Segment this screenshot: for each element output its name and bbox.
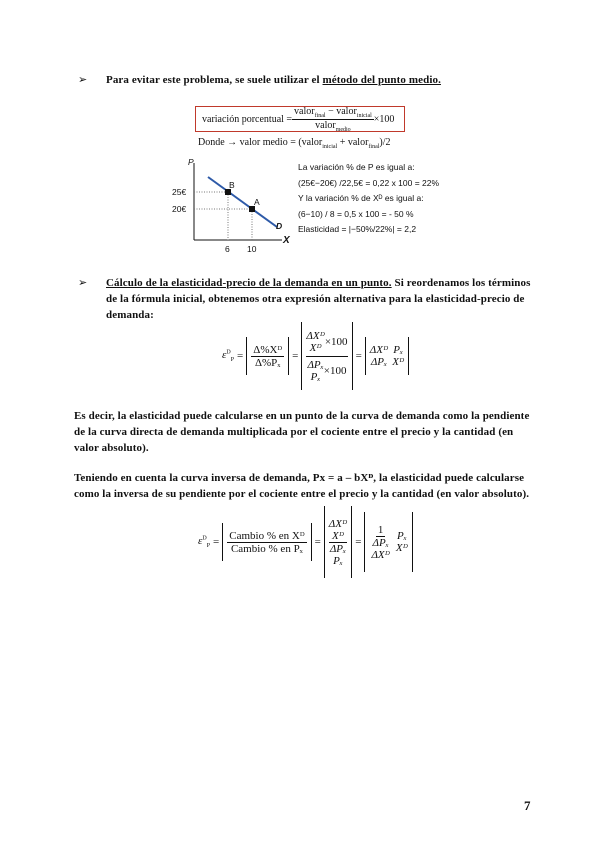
price-20-label: 20€ [172, 204, 187, 214]
midpoint-definition: Donde → valor medio = (valor$_{inicial}$ + valor$_{final}$)/2 [198, 137, 391, 150]
demand-graph [170, 155, 295, 258]
paragraph-1-line: Es decir, la elasticidad puede calcularse en un punto de la curva de demanda como la pendiente [74, 410, 530, 422]
bullet-1: Para evitar este problema, se suele utilizar el método del punto medio. [106, 74, 441, 86]
curve-d-label: D [276, 221, 283, 231]
midpoint-figure [170, 100, 440, 258]
bullet-2-line: demanda: [106, 309, 154, 321]
page-number: 7 [524, 798, 531, 813]
point-a-label: A [254, 197, 260, 207]
bullet-arrow-icon: ➢ [78, 74, 88, 86]
note: (6−10) / 8 = 0,5 x 100 = - 50 % [298, 208, 414, 219]
point-b-label: B [229, 180, 235, 190]
paragraph-2-line: Teniendo en cuenta la curva inversa de demanda, Px = a – bXᴰ, la elasticidad puede calcularse [74, 472, 525, 484]
demand-curve [208, 177, 277, 227]
note: (25€−20€) /22,5€ = 0,22 x 100 = 22% [298, 177, 440, 188]
qty-6-label: 6 [225, 244, 230, 254]
qty-10-label: 10 [247, 244, 257, 254]
note: Elasticidad = |−50%/22%| = 2,2 [298, 224, 417, 234]
bullet-2-line: de la fórmula inicial, obtenemos otra expresión alternativa para la elasticidad-precio de [106, 293, 525, 305]
paragraph-1-line: de la curva directa de demanda multiplicada por el cociente entre el precio y la cantidad (en [74, 426, 514, 438]
inverse-demand-elasticity-formula: $\varepsilon^D_P$ = $\frac{\text{Cambio \% en Xᴰ}}{\text{Cambio \% en Pₓ}}$ = ΔXᴰ Xᴰ ΔPₓ Pₓ = 1 ΔPₓ ΔXᴰ Pₓ Xᴰ [198, 506, 413, 578]
bullet-2-line: Cálculo de la elasticidad-precio de la demanda en un punto. Si reordenamos los términos [106, 277, 531, 289]
price-25-label: 25€ [172, 187, 187, 197]
paragraph-2-line: como la inversa de su pendiente por el cociente entre el precio y la cantidad (en valor absoluto). [74, 488, 530, 500]
axis-x-label: X [283, 235, 290, 246]
note: Y la variación % de Xᴰ es igual a: [298, 193, 424, 203]
calculation-notes [298, 160, 439, 238]
axis-p-label: P [188, 157, 194, 167]
percent-change-formula: variación porcentual = $\frac{valor_{final} - valor_{inicial}}{valor_{medio}}$ ×100 [195, 106, 405, 132]
paragraph-1-line: valor absoluto). [74, 442, 149, 454]
point-elasticity-formula: $\varepsilon^D_P$ = $\frac{\text{Δ\%Xᴰ}}{\text{Δ\%Pₓ}}$ = ΔXᴰ Xᴰ ×100 ΔPₓ Pₓ ×100 = ΔXᴰ ΔPₓ Pₓ Xᴰ [222, 322, 409, 390]
bullet-arrow-icon: ➢ [78, 277, 88, 289]
note: La variación % de P es igual a: [298, 162, 415, 172]
